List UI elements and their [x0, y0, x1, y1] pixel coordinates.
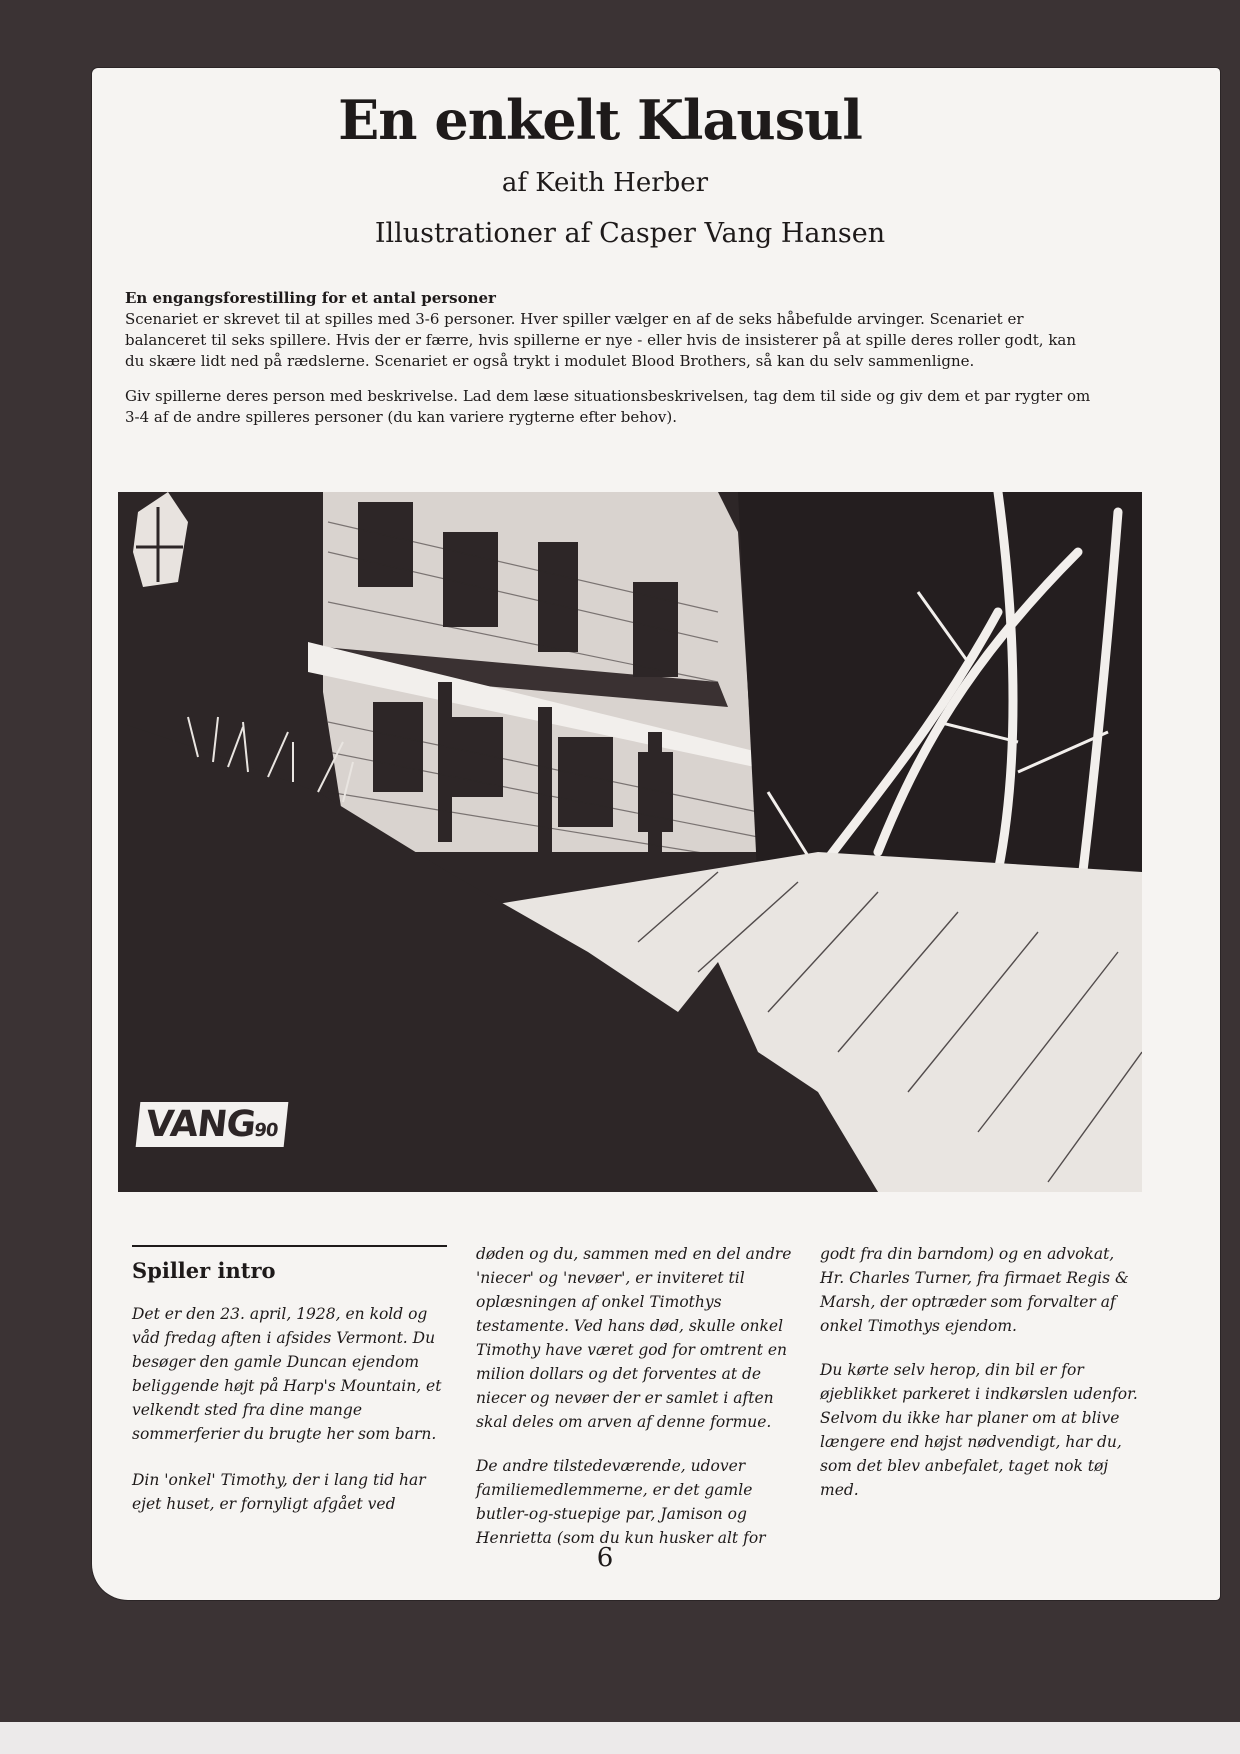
intro-block — [125, 288, 1095, 428]
section-heading: Spiller intro — [132, 1258, 276, 1283]
column-2-paragraph-1: døden og du, sammen med en del andre 'niecer' og 'nevøer', er inviteret til oplæsningen af onkel Timothys testamente. Ved hans død, skulle onkel Timothy have været god for omtrent en milion dollars og det forventes at de niecer og nevøer der er samlet i aften skal deles om arven af denne formue. — [476, 1245, 792, 1431]
column-1-paragraph-2: Din 'onkel' Timothy, der i lang tid har ejet huset, er fornyligt afgået ved — [132, 1471, 426, 1513]
page-number: 6 — [596, 1543, 614, 1573]
column-3-paragraph-2: Du kørte selv herop, din bil er for øjeblikket parkeret i indkørslen udenfor. Selvom du ikke har planer om at blive længere end højst nødvendigt, har du, som det blev anbefalet, taget nok tøj med. — [820, 1361, 1138, 1499]
haunted-house-illustration — [118, 492, 1142, 1192]
column-2-paragraph-2: De andre tilstedeværende, udover familiemedlemmerne, er det gamle butler-og-stuepige par, Jamison og Henrietta (som du kun husker alt for — [476, 1457, 766, 1547]
signature-year: 90 — [253, 1120, 279, 1141]
text-column-3 — [820, 1242, 1140, 1522]
column-3-paragraph-1: godt fra din barndom) og en advokat, Hr. Charles Turner, fra firmaet Regis & Marsh, der optræder som forvalter af onkel Timothys ejendom. — [820, 1245, 1129, 1335]
artist-signature — [136, 1102, 289, 1147]
intro-heading: En engangsforestilling for et antal personer — [125, 289, 496, 307]
intro-paragraph-1: Scenariet er skrevet til at spilles med 3-6 personer. Hver spiller vælger en af de seks håbefulde arvinger. Scenariet er balanceret til seks spillere. Hvis der er færre, hvis spillerne er nye - eller hvis de insisterer på at spille deres roller godt, kan du skære lidt ned på rædslerne. Scenariet er også trykt i modulet Blood Brothers, så kan du selv sammenligne. — [125, 310, 1077, 370]
article-title: En enkelt Klausul — [338, 88, 862, 152]
intro-paragraph-2: Giv spillerne deres person med beskrivelse. Lad dem læse situationsbeskrivelsen, tag dem til side og giv dem et par rygter om 3-4 af de andre spilleres personer (du kan variere rygterne efter behov). — [125, 387, 1091, 426]
scan-background-strip — [0, 1722, 1240, 1754]
text-column-2 — [476, 1242, 796, 1570]
signature-name: VANG — [143, 1104, 258, 1145]
column-1-paragraph-1: Det er den 23. april, 1928, en kold og våd fredag aften i afsides Vermont. Du besøger den gamle Duncan ejendom beliggende højt på Harp's Mountain, et velkendt sted fra dine mange sommerferier du brugte her som barn. — [132, 1305, 442, 1443]
text-column-1 — [132, 1302, 450, 1538]
section-rule — [132, 1245, 447, 1247]
author-byline: af Keith Herber — [501, 168, 709, 198]
illustration-drawing — [118, 492, 1142, 1192]
illustration-credit: Illustrationer af Casper Vang Hansen — [374, 218, 886, 249]
